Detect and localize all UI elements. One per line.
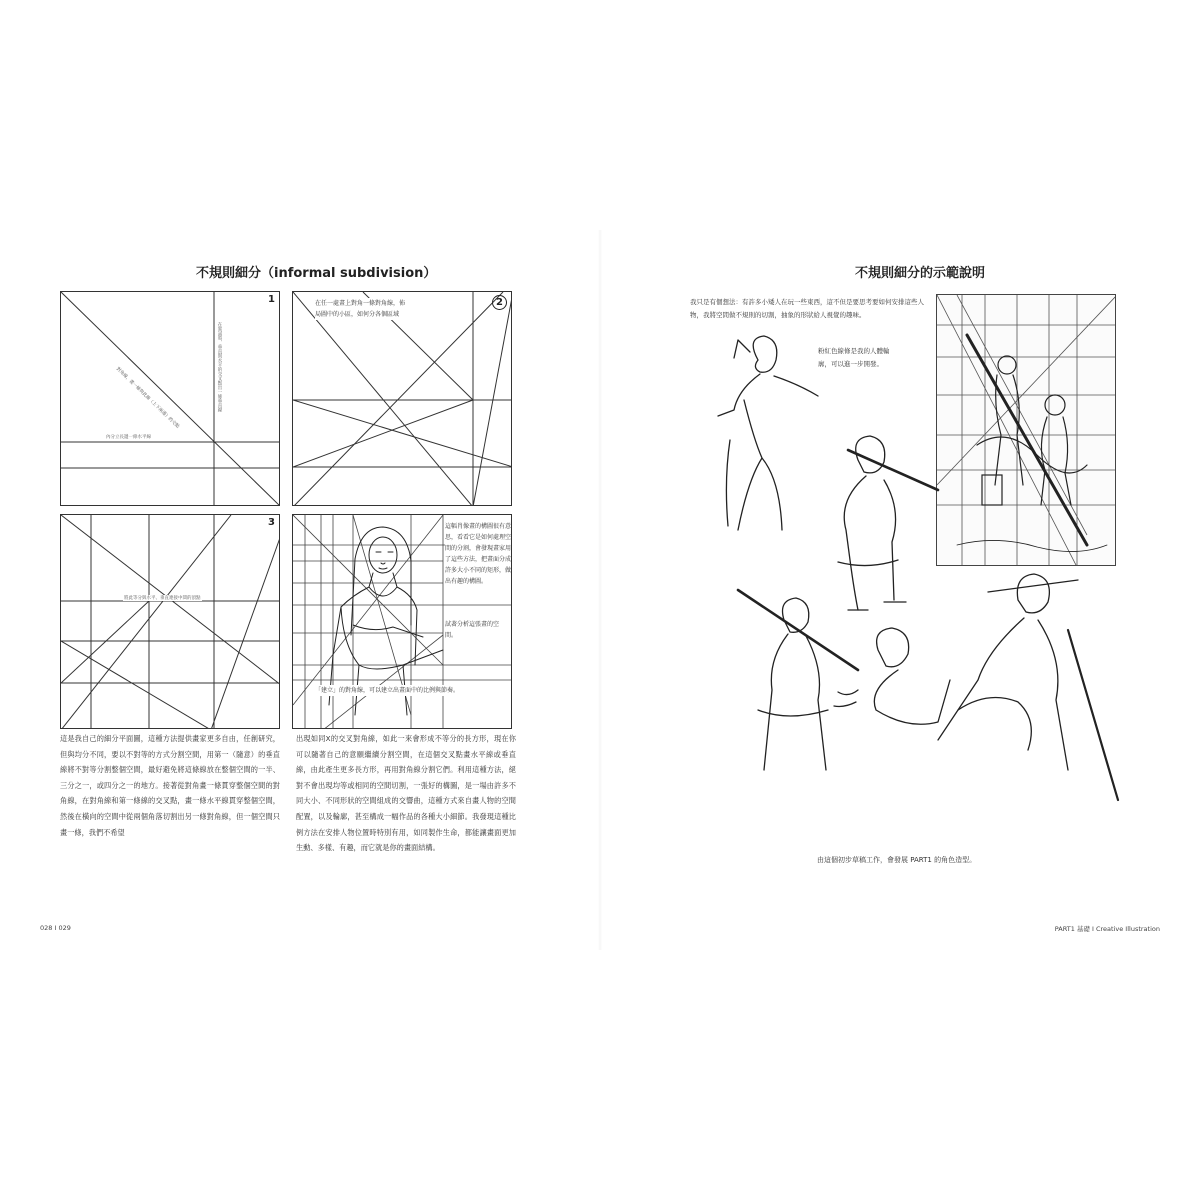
right-column-text: 出現如同X的交叉對角線，如此一來會形成不等分的長方形，現在你可以隨著自己的意願繼續分割空間，在這個交叉點畫水平線或垂直線，由此產生更多長方形，再用對角線分割它們。利用這種方法，絕對不會出現均等或相同的空間切割，一張好的構圖，是一場由許多不同大小、不同形狀的空間組成的交響曲，這種方式來自畫人物的空間配置，以及輪廓，甚至構成一幅作品的各種大小細節。我發現這種比例方法在安排人物位置時特別有用，如同製作生命，都能讓畫面更加生動、多樣、有趣，而它就是你的畫面結構。 xyxy=(296,734,516,853)
panel-3-label: 將此等分與水平、垂直連接中間的頂點 xyxy=(124,596,201,601)
panel-number: 2 xyxy=(492,295,507,310)
panel-1-lines xyxy=(61,292,280,506)
panel-3-lines xyxy=(61,515,280,729)
panel-number: 1 xyxy=(268,294,275,305)
left-column-text: 這是我自己的細分平面圖，這種方法提供畫家更多自由，任創研究，但與均分不同，要以不對等的方式分割空間，用第一（隨意）的垂直線將不對等分割整個空間，最好避免將這條線放在整個空間的一半、三分之一，或四分之一的地方。接著從對角畫一條貫穿整個空間的對角線，在對角線和第一條線的交叉點，畫一條水平線貫穿整個空間，然後在橫向的空間中從兩個角落切割出另一條對角線，但一個空間只畫一條，我們不希望 xyxy=(60,734,280,837)
panel-2-lines xyxy=(293,292,512,506)
left-folio: 028 I 029 xyxy=(40,924,71,932)
right-folio: PART1 基礎 I Creative Illustration xyxy=(1054,925,1160,933)
right-page xyxy=(600,0,1200,1200)
diagram-panel-2 xyxy=(292,291,512,506)
intro-text: 我只是有個想法：有許多小矮人在玩一些東西，這不但是要思考要如何安排這些人物，我將空間做不規則的切割，抽象的形狀給人視覺的趣味。 xyxy=(690,298,924,319)
sketch-caption: 由這個初步草稿工作，會發展 PART1 的角色造型。 xyxy=(817,856,977,864)
intro-note: 粉紅色線條是我的人體輪廓，可以進一步開發。 xyxy=(818,347,890,368)
diagonal-label: 對角線，畫一條與此線（上下兩邊）的交點 xyxy=(114,366,180,430)
portrait-callout-top: 這幅肖像畫的構圖很有意思，看看它是如何處理空間的分割，會發現畫家用了這些方法，把畫面分成許多大小不同的矩形，做出有趣的構圖。 xyxy=(445,523,512,585)
left-page-title: 不規則細分（informal subdivision） xyxy=(196,266,437,281)
portrait-callout-mid: 試著分析這張畫的空間。 xyxy=(445,619,505,641)
portrait-callout-bottom: 「建立」的對角線，可以建立出畫面中的比例與節奏。 xyxy=(315,685,475,696)
right-page-title: 不規則細分的示範說明 xyxy=(855,266,986,281)
character-sketches xyxy=(688,330,1128,810)
horizontal-label: 內分立長邊一條水平線 xyxy=(106,435,151,440)
diagram-panel-1 xyxy=(60,291,280,506)
panel-2-callout: 在任一處畫上對角一條對角線，佈局圖中的小區，如何分各個區域 xyxy=(315,298,410,320)
diagram-panel-3 xyxy=(60,514,280,729)
vertical-label: 在嘗試將，垂直與水平的交叉點出一條垂直線 xyxy=(217,322,222,412)
panel-number: 3 xyxy=(268,517,275,528)
diagram-panel-4 xyxy=(292,514,512,729)
